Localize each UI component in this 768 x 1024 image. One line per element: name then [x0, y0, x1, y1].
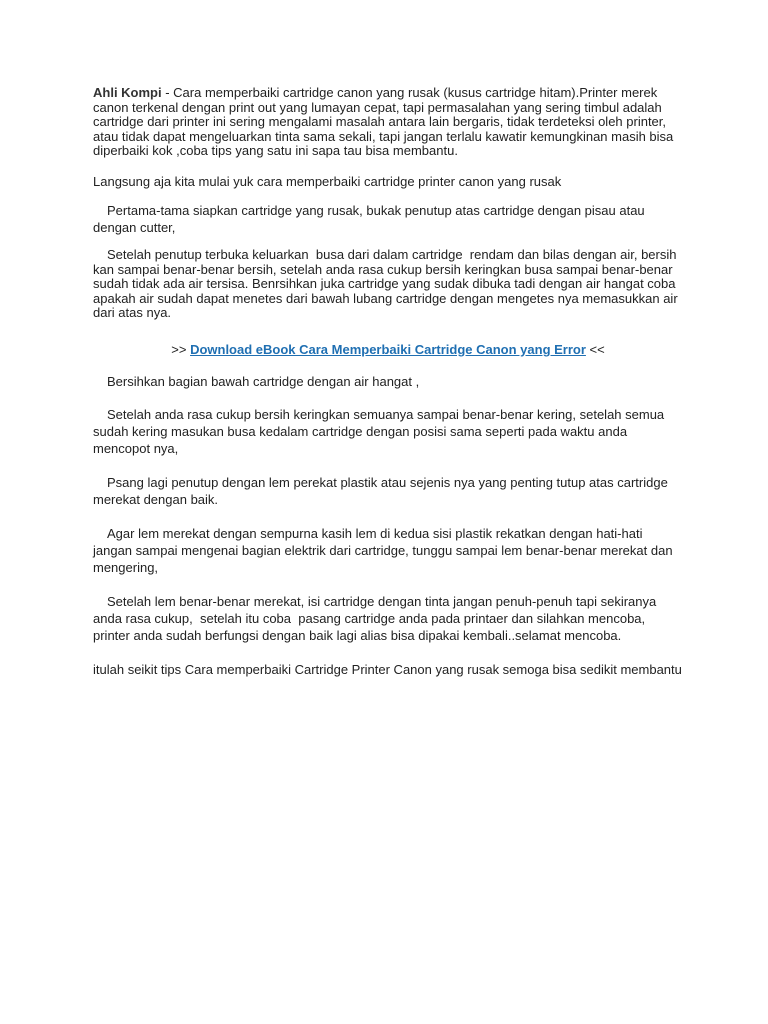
step-paragraph-1: Pertama-tama siapkan cartridge yang rusak, bukak penutup atas cartridge dengan pisau atau dengan cutter,	[93, 202, 649, 235]
download-suffix: <<	[585, 341, 605, 357]
step-paragraph-4: Setelah anda rasa cukup bersih keringkan semuanya sampai benar-benar kering, setelah semua sudah kering masukan busa kedalam cartridge dengan posisi sama seperti pada waktu anda mencopot nya,	[93, 406, 668, 456]
download-ebook-link[interactable]: Download eBook Cara Memperbaiki Cartridge Canon yang Error	[190, 341, 586, 357]
step-paragraph-2: Setelah penutup terbuka keluarkan busa dari dalam cartridge rendam dan bilas dengan air, bersih kan sampai benar-benar bersih, setelah anda rasa cukup bersih keringkan busa sampai benar-benar sudah tidak ada air tersisa. Benrsihkan juka cartridge yang sudak dibuka tadi dengan air hangat coba apakah air sudah dapat menetes dari bawah lubang cartridge dengan mengetes nya memasukkan air dari atas nya.	[93, 246, 682, 321]
lead-paragraph: Langsung aja kita mulai yuk cara memperbaiki cartridge printer canon yang rusak	[93, 173, 562, 189]
step-paragraph-5: Psang lagi penutup dengan lem perekat plastik atau sejenis nya yang penting tutup atas cartridge merekat dengan baik.	[93, 474, 672, 507]
site-brand: Ahli Kompi	[93, 85, 162, 100]
download-prefix: >>	[171, 341, 191, 357]
step-paragraph-3: Bersihkan bagian bawah cartridge dengan air hangat ,	[107, 373, 420, 389]
step-paragraph-7: Setelah lem benar-benar merekat, isi cartridge dengan tinta jangan penuh-penuh tapi sekiranya anda rasa cukup, setelah itu coba pasang cartridge anda pada printaer dan silahkan mencoba, printer anda sudah berfungsi dengan baik lagi alias bisa dipakai kembali..selamat mencoba.	[93, 593, 660, 643]
article-body	[93, 86, 683, 678]
intro-text: - Cara memperbaiki cartridge canon yang rusak (kusus cartridge hitam).Printer merek canon terkenal dengan print out yang lumayan cepat, tapi permasalahan yang sering timbul adalah cartridge dari printer ini sering mengalami masalah antara lain bergaris, tidak terdeteksi oleh printer, atau tidak dapat mengeluarkan tinta sama sekali, tapi jangan terlalu kawatir kemungkinan masih bisa diperbaiki kok ,coba tips yang satu ini sapa tau bisa membantu.	[93, 85, 677, 159]
intro-paragraph	[93, 86, 683, 159]
closing-paragraph: itulah seikit tips Cara memperbaiki Cartridge Printer Canon yang rusak semoga bisa sedikit membantu	[93, 661, 682, 677]
step-paragraph-6: Agar lem merekat dengan sempurna kasih lem di kedua sisi plastik rekatkan dengan hati-hati jangan sampai mengenai bagian elektrik dari cartridge, tunggu sampai lem benar-benar merekat dan mengering,	[93, 525, 677, 575]
download-line	[93, 341, 683, 358]
